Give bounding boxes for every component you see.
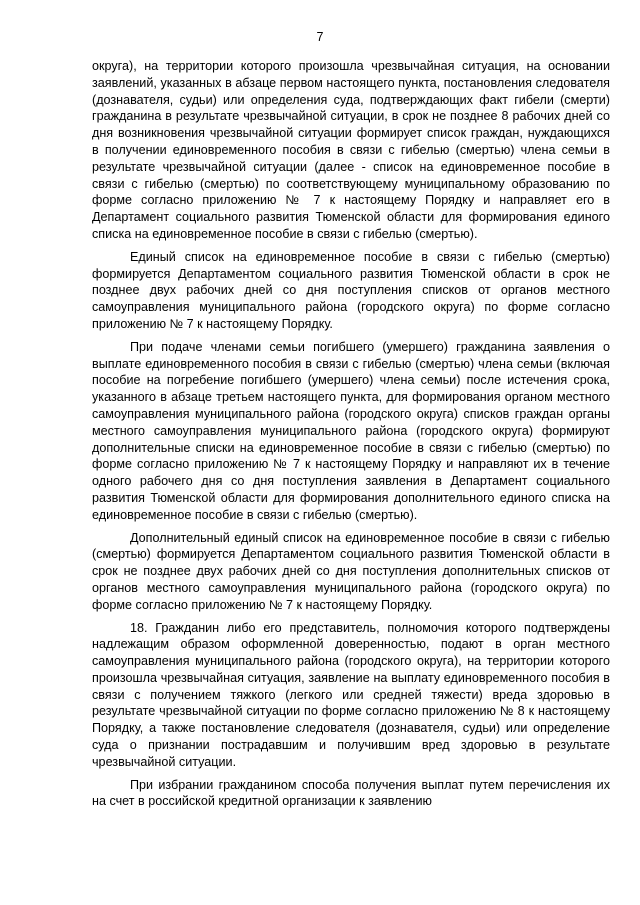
paragraph-6: При избрании гражданином способа получения выплат путем перечисления их на счет в российской кредитной организации к заявлению xyxy=(92,777,610,809)
paragraph-2: Единый список на единовременное пособие в связи с гибелью (смертью) формируется Департаментом социального развития Тюменской области в срок не позднее двух рабочих дней со дня поступления списков от органов местного самоуправления муниципального района (городского округа) по форме согласно приложению № 7 к настоящему Порядку. xyxy=(92,249,610,331)
document-body xyxy=(92,58,610,816)
paragraph-4: Дополнительный единый список на единовременное пособие в связи с гибелью (смертью) формируется Департаментом социального развития Тюменской области в срок не позднее двух рабочих дней со дня поступления дополнительных списков от органов местного самоуправления муниципального района (городского округа) по форме согласно приложению № 7 к настоящему Порядку. xyxy=(92,530,610,612)
page-number: 7 xyxy=(316,30,324,44)
paragraph-1: округа), на территории которого произошла чрезвычайная ситуация, на основании заявлений, указанных в абзаце первом настоящего пункта, постановления следователя (дознавателя, судьи) или определения суда, подтверждающих факт гибели (смерти) гражданина в результате чрезвычайной ситуации, в срок не позднее 8 рабочих дней со дня возникновения чрезвычайной ситуации формирует список граждан, нуждающихся в получении единовременного пособия в связи с гибелью (смертью) члена семьи в результате чрезвычайной ситуации (далее - список на единовременное пособие в связи с гибелью (смертью) по соответствующему муниципальному образованию по форме согласно приложению № 7 к настоящему Порядку и направляет его в Департамент социального развития Тюменской области для формирования единого списка на единовременное пособие в связи с гибелью (смертью). xyxy=(92,59,610,241)
paragraph-5: 18. Гражданин либо его представитель, полномочия которого подтверждены надлежащим образом оформленной доверенностью, подают в орган местного самоуправления муниципального района (городского округа), на территории которого произошла чрезвычайная ситуация, заявление на выплату единовременного пособия в связи с получением тяжкого (легкого или средней тяжести) вреда здоровью в результате чрезвычайной ситуации по форме согласно приложению № 8 к настоящему Порядку, а также постановление следователя (дознавателя, судьи) или определение суда о признании пострадавшим и получившим вред здоровью в результате чрезвычайной ситуации. xyxy=(92,620,610,769)
paragraph-3: При подаче членами семьи погибшего (умершего) гражданина заявления о выплате единовременного пособия в связи с гибелью (смертью) члена семьи (включая пособие на погребение погибшего (умершего) члена семьи) после истечения срока, указанного в абзаце третьем настоящего пункта, для формирования органом местного самоуправления муниципального района (городского округа) списков граждан органы местного самоуправления муниципального района (городского округа) формируют дополнительные списки на единовременное пособие в связи с гибелью (смертью) по форме согласно приложению № 7 к настоящему Порядку и направляют их в течение одного рабочего дня со дня поступления заявления в Департамент социального развития Тюменской области для формирования дополнительного единого списка на единовременное пособие в связи с гибелью (смертью). xyxy=(92,339,610,522)
